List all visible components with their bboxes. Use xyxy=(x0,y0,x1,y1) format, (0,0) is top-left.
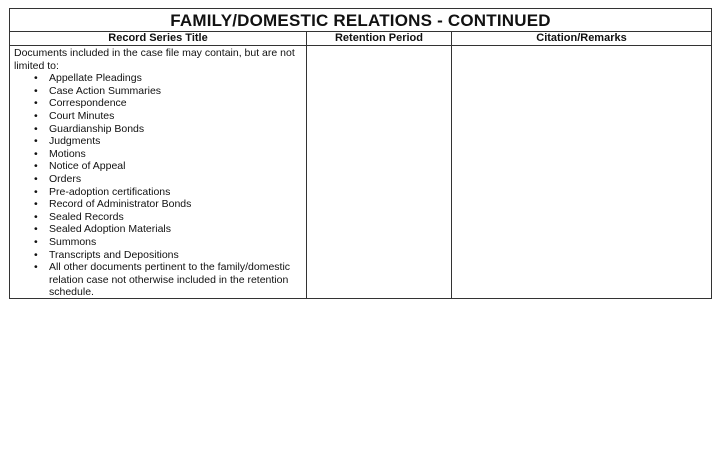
list-item: • Guardianship Bonds xyxy=(34,123,302,136)
list-item: • All other documents pertinent to the family/domestic relation case not otherwise included in the retention schedule. xyxy=(34,261,302,299)
list-item: • Summons xyxy=(34,236,302,249)
list-item: • Correspondence xyxy=(34,97,302,110)
list-item: • Case Action Summaries xyxy=(34,85,302,98)
list-item: • Pre-adoption certifications xyxy=(34,186,302,199)
list-item: • Appellate Pleadings xyxy=(34,72,302,85)
intro-text: Documents included in the case file may contain, but are not limited to: xyxy=(14,47,295,72)
retention-schedule-table xyxy=(9,8,712,299)
list-item: • Motions xyxy=(34,148,302,161)
header-citation-remarks: Citation/Remarks xyxy=(536,32,627,44)
header-row xyxy=(10,32,711,46)
list-item: • Notice of Appeal xyxy=(34,160,302,173)
list-item: • Transcripts and Depositions xyxy=(34,249,302,262)
list-item: • Sealed Adoption Materials xyxy=(34,223,302,236)
list-item: • Sealed Records xyxy=(34,211,302,224)
document-list xyxy=(14,72,302,299)
retention-period-cell xyxy=(307,46,452,298)
record-series-cell xyxy=(10,46,307,298)
list-item: • Orders xyxy=(34,173,302,186)
list-item: • Court Minutes xyxy=(34,110,302,123)
header-retention-period: Retention Period xyxy=(307,32,452,45)
list-item: • Judgments xyxy=(34,135,302,148)
table-row xyxy=(10,46,711,298)
header-record-series-title: Record Series Title xyxy=(10,32,307,45)
list-item: • Record of Administrator Bonds xyxy=(34,198,302,211)
citation-remarks-cell xyxy=(452,46,711,298)
table-title: FAMILY/DOMESTIC RELATIONS - CONTINUED xyxy=(10,9,711,32)
